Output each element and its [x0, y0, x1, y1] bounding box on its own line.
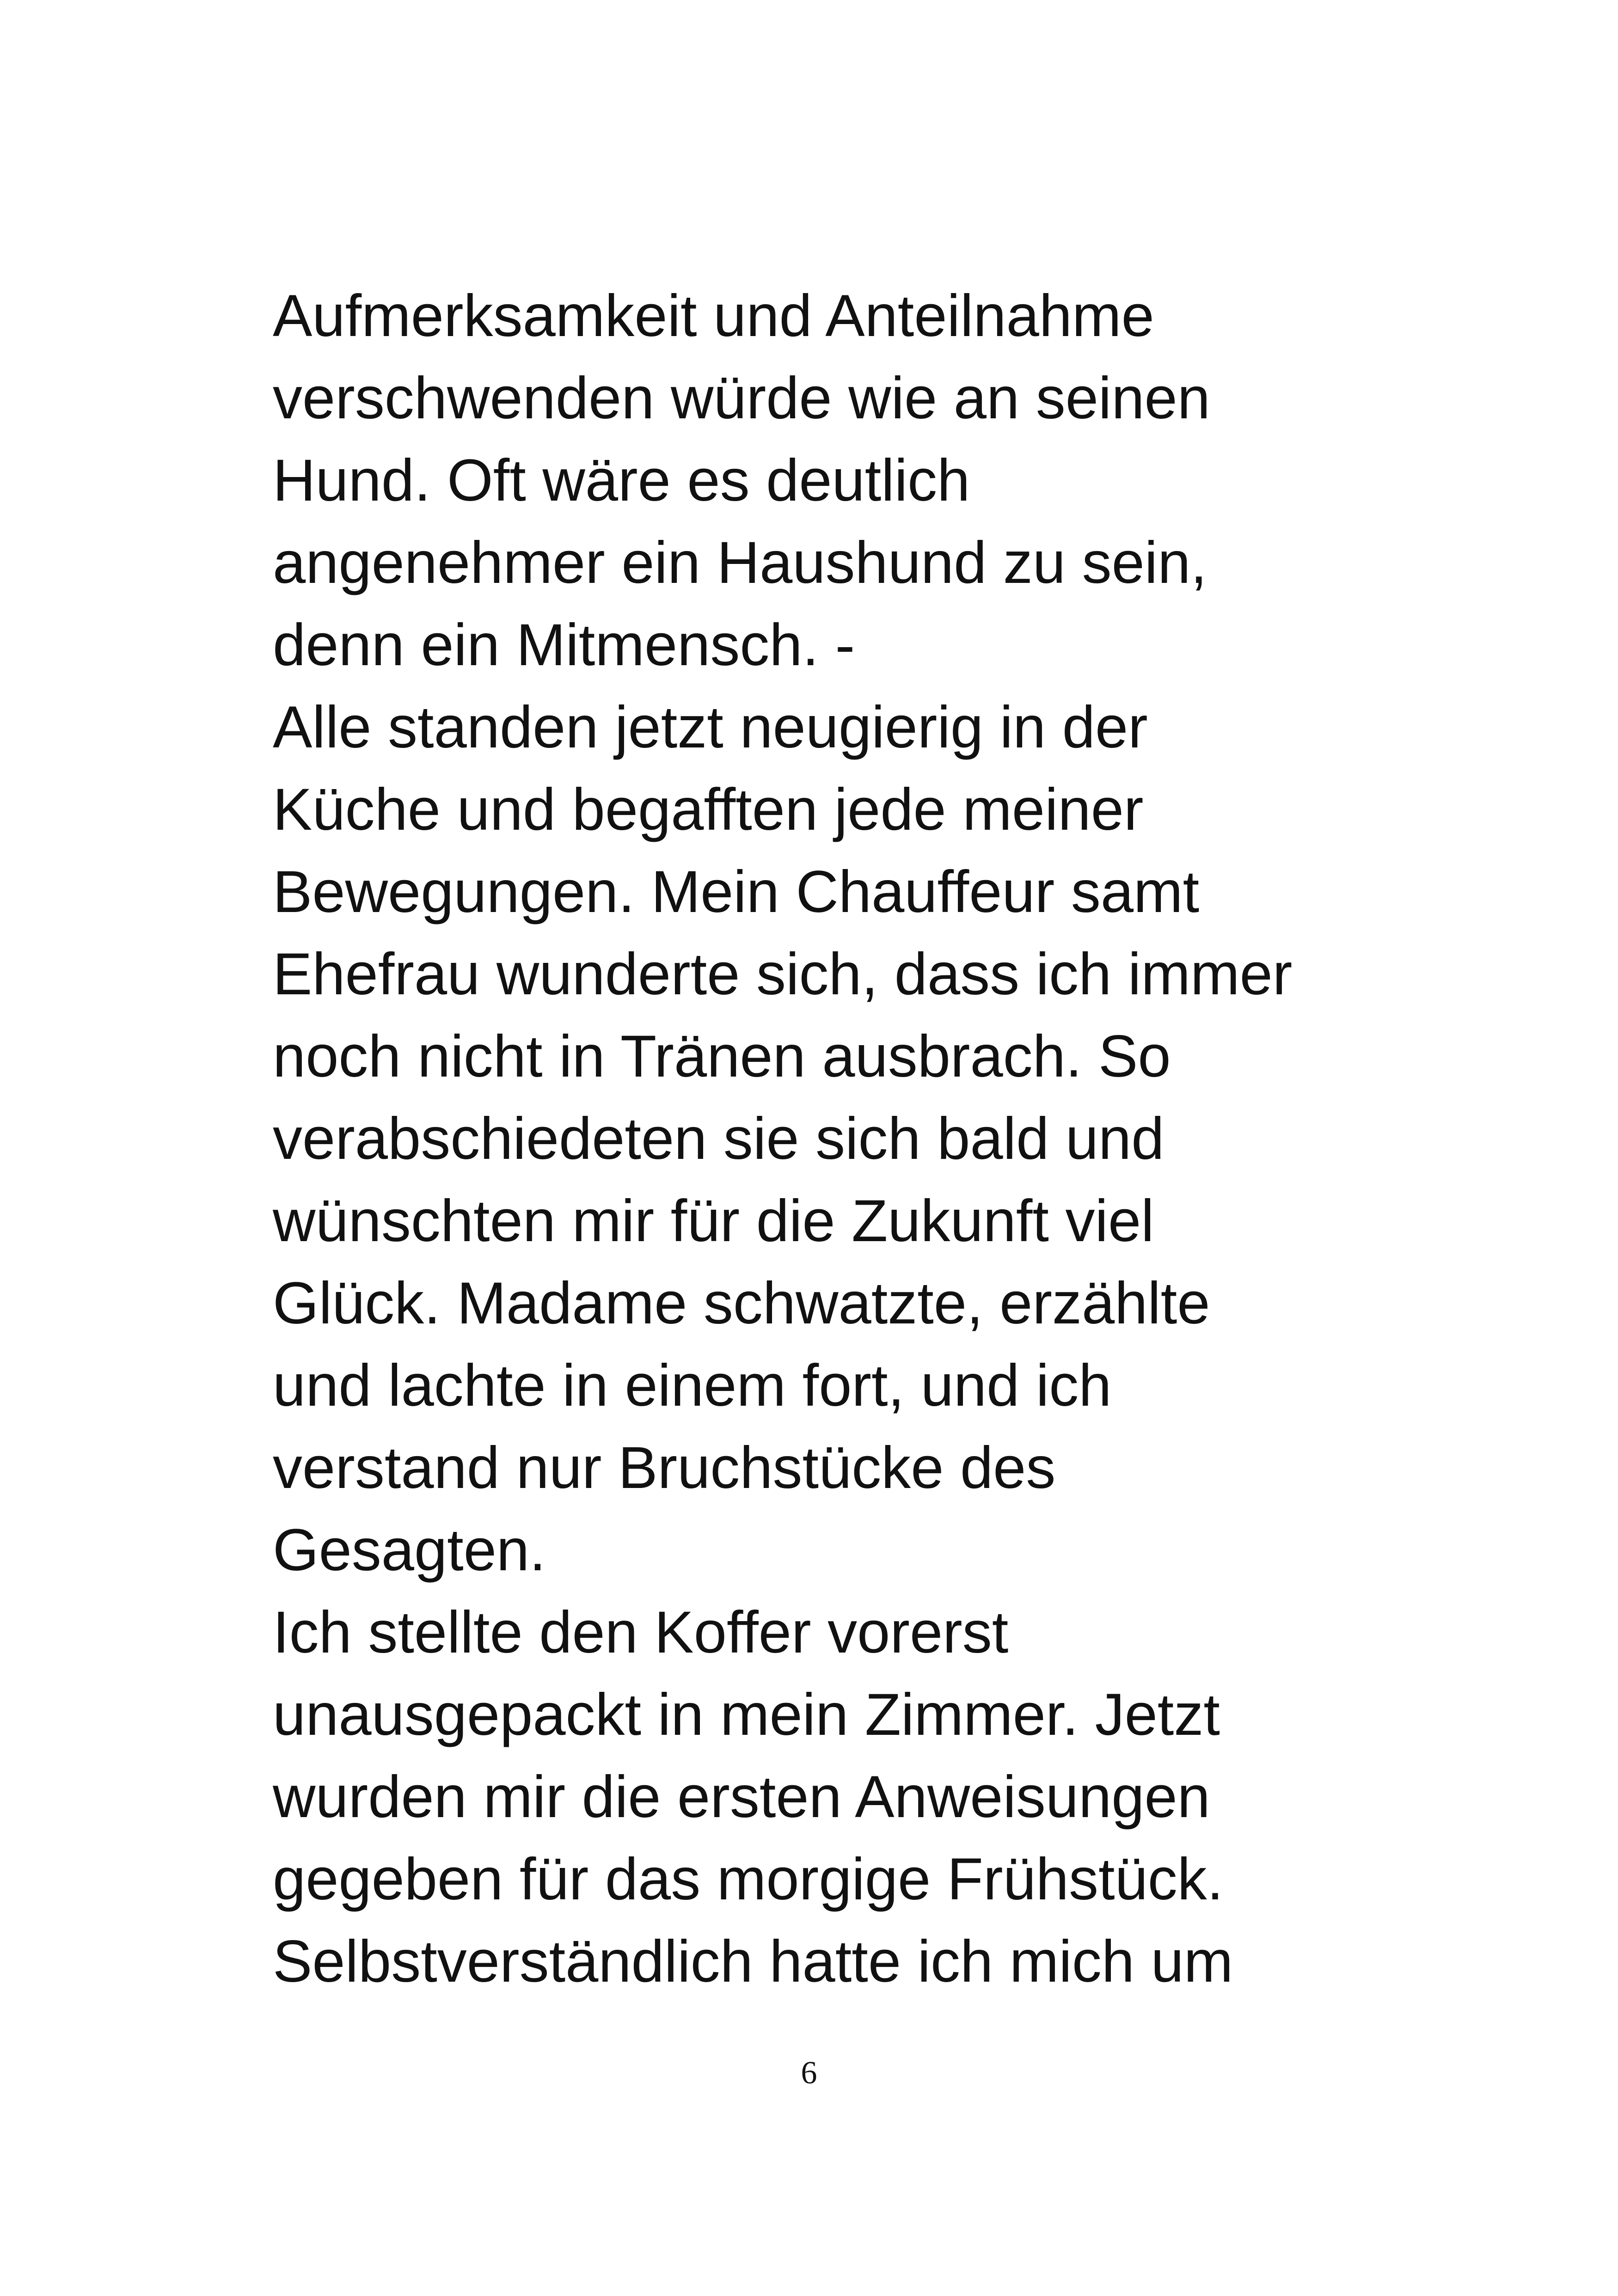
text-line: denn ein Mitmensch. -	[273, 612, 855, 678]
text-line: angenehmer ein Haushund zu sein,	[273, 530, 1207, 596]
text-line: Küche und begafften jede meiner	[273, 777, 1144, 843]
text-line: und lachte in einem fort, und ich	[273, 1353, 1112, 1419]
text-line: unausgepackt in mein Zimmer. Jetzt	[273, 1682, 1220, 1748]
text-line: Aufmerksamkeit und Anteilnahme	[273, 283, 1154, 349]
text-line: verstand nur Bruchstücke des	[273, 1435, 1056, 1501]
text-line: gegeben für das morgige Frühstück.	[273, 1846, 1224, 1912]
text-line: Ich stellte den Koffer vorerst	[273, 1599, 1009, 1665]
text-line: verabschiedeten sie sich bald und	[273, 1106, 1164, 1172]
text-line: wünschten mir für die Zukunft viel	[273, 1188, 1154, 1254]
text-line: Glück. Madame schwatzte, erzählte	[273, 1270, 1210, 1336]
text-line: Selbstverständlich hatte ich mich um	[273, 1929, 1233, 1995]
text-line: verschwenden würde wie an seinen	[273, 365, 1210, 431]
text-line: Ehefrau wunderte sich, dass ich immer	[273, 941, 1293, 1007]
text-line: Alle standen jetzt neugierig in der	[273, 694, 1148, 760]
page-number: 6	[801, 2055, 817, 2091]
body-text	[273, 275, 1475, 2003]
text-line: Bewegungen. Mein Chauffeur samt	[273, 859, 1200, 925]
text-line: noch nicht in Tränen ausbrach. So	[273, 1023, 1171, 1090]
text-line: Hund. Oft wäre es deutlich	[273, 447, 970, 514]
text-line: wurden mir die ersten Anweisungen	[273, 1764, 1210, 1830]
text-line: Gesagten.	[273, 1517, 546, 1583]
